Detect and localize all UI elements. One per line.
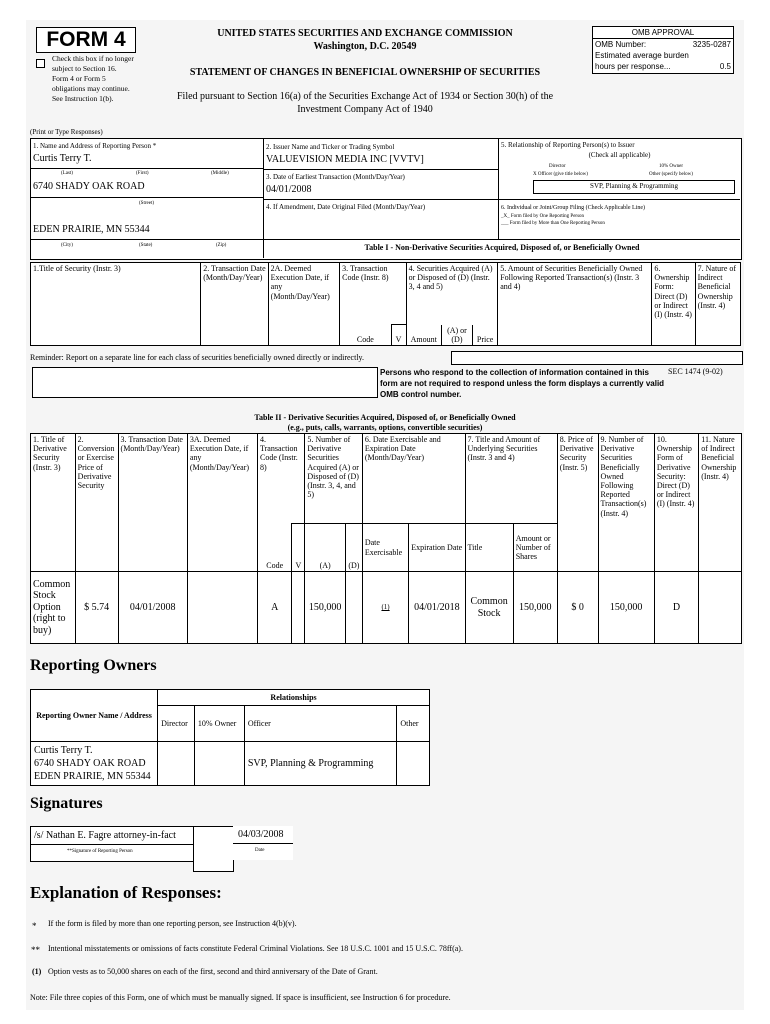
t2-sub-v: V: [292, 524, 305, 572]
reporting-owners-heading: Reporting Owners: [30, 657, 157, 674]
t2-sub-date-ex: Date Exercisable: [362, 524, 408, 572]
t1-col-nature: 7. Nature of Indirect Beneficial Ownership (Instr. 4): [695, 263, 740, 346]
note3-mark: (1): [32, 967, 42, 976]
print-note: (Print or Type Responses): [30, 128, 103, 136]
owner-col-ten-pct: 10% Owner: [194, 706, 244, 742]
t2-row-utitle: Common Stock: [465, 572, 513, 644]
signer-name: /s/ Nathan E. Fagre attorney-in-fact: [34, 830, 176, 841]
filing-note: Note: File three copies of this Form, one of which must be manually signed. If space is insufficient, see Instruction 6 for procedure.: [30, 993, 451, 1002]
middle-label: (Middle): [211, 171, 229, 176]
owner-col-officer: Officer: [244, 706, 396, 742]
box6-line1[interactable]: _X_ Form filed by One Reporting Person: [501, 214, 585, 219]
note2-mark: **: [31, 945, 40, 955]
t1-col-title: 1.Title of Security (Instr. 3): [31, 263, 201, 346]
form-label-box: [36, 27, 136, 53]
owner-street: 6740 SHADY OAK ROAD: [34, 758, 146, 769]
signature-spacer-box: [193, 826, 234, 872]
t2-col-code: 4. Transaction Code (Instr. 8): [258, 434, 305, 524]
checkbox-note: Check this box if no longer subject to Section 16. Form 4 or Form 5 obligations may continue. See Instruction 1(b).: [52, 54, 134, 103]
t2-row-uamount: 150,000: [513, 572, 557, 644]
omb-burden-label: Estimated average burden: [595, 51, 689, 60]
t2-row-d: [345, 572, 362, 644]
t1-sub-price: Price: [473, 325, 498, 346]
relationships-header: Relationships: [158, 690, 430, 706]
last-label: (Last): [61, 171, 73, 176]
t1-col-deemed: 2A. Deemed Execution Date, if any (Month/Day/Year): [268, 263, 340, 346]
first-label: (First): [136, 171, 149, 176]
owner-col-director: Director: [158, 706, 195, 742]
box2-label: 2. Issuer Name and Ticker or Trading Symbol: [266, 143, 395, 151]
form-label: FORM 4: [46, 28, 126, 51]
table2-subtitle: (e.g., puts, calls, warrants, options, convertible securities): [287, 423, 483, 432]
state-label: (State): [139, 243, 153, 248]
t1-col-code: 3. Transaction Code (Instr. 8): [340, 263, 406, 325]
omb-number-label: OMB Number:: [595, 40, 647, 49]
earliest-transaction-date: 04/01/2008: [266, 184, 312, 195]
box5-label: 5. Relationship of Reporting Person(s) to Issuer: [501, 141, 635, 149]
date-box: [233, 826, 293, 860]
t2-col-date: 3. Transaction Date (Month/Day/Year): [118, 434, 187, 572]
table-row: [31, 742, 430, 786]
t2-row-owned: 150,000: [598, 572, 654, 644]
other-option[interactable]: Other (specify below): [649, 172, 693, 177]
reporting-owners-table: [30, 689, 430, 786]
t2-row-form: D: [654, 572, 698, 644]
t2-col-conversion: 2. Conversion or Exercise Price of Derivative Security: [75, 434, 118, 572]
t1-col-date: 2. Transaction Date (Month/Day/Year): [201, 263, 268, 346]
owner-name: Curtis Terry T.: [34, 745, 93, 756]
table2-title: Table II - Derivative Securities Acquired, Disposed of, or Beneficially Owned: [254, 413, 516, 422]
t2-row-date-ex[interactable]: (1): [362, 572, 408, 644]
owner-col-other: Other: [397, 706, 430, 742]
t2-sub-exp: Expiration Date: [409, 524, 465, 572]
officer-title: SVP, Planning & Programming: [590, 182, 678, 190]
t2-row-a: 150,000: [305, 572, 346, 644]
agency-name: UNITED STATES SECURITIES AND EXCHANGE COMMISSION: [217, 28, 513, 39]
owner-col-name: Reporting Owner Name / Address: [31, 690, 158, 742]
t2-col-underlying: 7. Title and Amount of Underlying Securities (Instr. 3 and 4): [465, 434, 557, 524]
t2-col-exercisable: 6. Date Exercisable and Expiration Date (Month/Day/Year): [362, 434, 465, 524]
t2-row-price: $ 5.74: [75, 572, 118, 644]
omb-number-value: 3235-0287: [692, 40, 731, 49]
t2-row-code: A: [258, 572, 292, 644]
t2-row-title: Common Stock Option (right to buy): [31, 572, 76, 644]
table-non-derivative: [30, 262, 741, 346]
blank-box-right: [451, 351, 743, 365]
filed-pursuant: Filed pursuant to Section 16(a) of the Securities Exchange Act of 1934 or Section 30(h) of the Investment Company Act of 1940: [176, 91, 554, 115]
t2-sub-code: Code: [258, 524, 292, 572]
reminder-text: Reminder: Report on a separate line for each class of securities beneficially owned directly or indirectly.: [30, 353, 365, 362]
note1-mark: *: [32, 921, 37, 931]
t2-row-exp: 04/01/2018: [409, 572, 465, 644]
director-option[interactable]: Director: [549, 164, 566, 169]
blank-box-left: [32, 367, 378, 398]
city-label: (City): [61, 243, 73, 248]
t2-col-nature: 11. Nature of Indirect Beneficial Ownership (Instr. 4): [699, 434, 742, 572]
t1-col-amount: 5. Amount of Securities Beneficially Owned Following Reported Transaction(s) (Instr. 3 and 4): [498, 263, 652, 346]
omb-hours-value: 0.5: [719, 62, 731, 71]
signer-label: **Signature of Reporting Person: [67, 849, 133, 854]
t1-col-ownership: 6. Ownership Form: Direct (D) or Indirect (I) (Instr. 4): [652, 263, 695, 346]
t2-sub-amount: Amount or Number of Shares: [513, 524, 557, 572]
issuer-name: VALUEVISION MEDIA INC [VVTV]: [266, 154, 424, 165]
owner-city: EDEN PRAIRIE, MN 55344: [34, 771, 151, 782]
omb-approval-box: [592, 26, 734, 74]
city-value: EDEN PRAIRIE, MN 55344: [33, 224, 150, 235]
box6-line2[interactable]: ___ Form filed by More than One Reporting Person: [501, 221, 605, 226]
t2-row-nature: [699, 572, 742, 644]
t2-row-deriv-price: $ 0: [557, 572, 598, 644]
t2-row-date: 04/01/2008: [118, 572, 187, 644]
table-derivative: [30, 433, 742, 644]
zip-label: (Zip): [216, 243, 227, 248]
table-row: [31, 572, 742, 644]
box5-sub: (Check all applicable): [588, 151, 651, 159]
box6-label: 6. Individual or Joint/Group Filing (Check Applicable Line): [501, 205, 645, 211]
top-boxes: [30, 138, 742, 260]
t1-sub-v: V: [391, 325, 406, 346]
persons-note: Persons who respond to the collection of information contained in this form are not required to respond unless the form displays a currently valid OMB control number.: [380, 368, 665, 399]
box4-label: 4. If Amendment, Date Original Filed (Month/Day/Year): [266, 203, 426, 211]
t1-sub-aord: (A) or (D): [441, 325, 472, 346]
box3-label: 3. Date of Earliest Transaction (Month/Day/Year): [266, 173, 405, 181]
box1-label: 1. Name and Address of Reporting Person *: [33, 142, 157, 150]
statement-title: STATEMENT OF CHANGES IN BENEFICIAL OWNERSHIP OF SECURITIES: [189, 67, 541, 78]
t2-col-deemed: 3A. Deemed Execution Date, if any (Month/Day/Year): [187, 434, 257, 572]
t2-col-owned: 9. Number of Derivative Securities Beneficially Owned Following Reported Transaction(s) (Instr. 4): [598, 434, 654, 572]
t1-col-acquired: 4. Securities Acquired (A) or Disposed of (D) (Instr. 3, 4 and 5): [406, 263, 498, 325]
t2-col-form: 10. Ownership Form of Derivative Security: Direct (D) or Indirect (I) (Instr. 4): [654, 434, 698, 572]
ten-pct-option[interactable]: 10% Owner: [659, 164, 684, 169]
t2-col-title: 1. Title of Derivative Security (Instr. 3): [31, 434, 76, 572]
owner-officer-value: SVP, Planning & Programming: [244, 742, 396, 786]
street-value: 6740 SHADY OAK ROAD: [33, 181, 145, 192]
omb-hours-label: hours per response...: [595, 62, 671, 71]
date-label: Date: [255, 848, 265, 853]
note2-text: Intentional misstatements or omissions of facts constitute Federal Criminal Violations. See 18 U.S.C. 1001 and 15 U.S.C. 78ff(a).: [48, 944, 463, 953]
t2-col-price: 8. Price of Derivative Security (Instr. 5): [557, 434, 598, 572]
t1-sub-code: Code: [340, 325, 391, 346]
agency-location: Washington, D.C. 20549: [313, 41, 417, 52]
no-longer-subject-checkbox[interactable]: [36, 55, 45, 73]
table1-title: Table I - Non-Derivative Securities Acquired, Disposed of, or Beneficially Owned: [364, 243, 640, 252]
signature-box: [30, 826, 194, 862]
reporting-person-name: Curtis Terry T.: [33, 153, 92, 164]
t2-row-v: [292, 572, 305, 644]
note3-text: Option vests as to 50,000 shares on each of the first, second and third anniversary of the Date of Grant.: [48, 967, 378, 976]
t2-sub-title: Title: [465, 524, 513, 572]
t2-sub-a: (A): [305, 524, 346, 572]
omb-title: OMB APPROVAL: [593, 27, 733, 39]
signatures-heading: Signatures: [30, 795, 103, 812]
t1-sub-amount: Amount: [406, 325, 441, 346]
street-label: (Street): [139, 201, 154, 206]
t2-row-deemed: [187, 572, 257, 644]
explanation-heading: Explanation of Responses:: [30, 883, 222, 902]
officer-option[interactable]: X Officer (give title below): [533, 172, 588, 177]
signature-date: 04/03/2008: [238, 829, 284, 840]
note1-text: If the form is filed by more than one reporting person, see Instruction 4(b)(v).: [48, 919, 297, 928]
t2-col-number: 5. Number of Derivative Securities Acquired (A) or Disposed of (D) (Instr. 3, 4, and 5): [305, 434, 362, 524]
sec-code: SEC 1474 (9-02): [668, 367, 723, 376]
t2-sub-d: (D): [345, 524, 362, 572]
